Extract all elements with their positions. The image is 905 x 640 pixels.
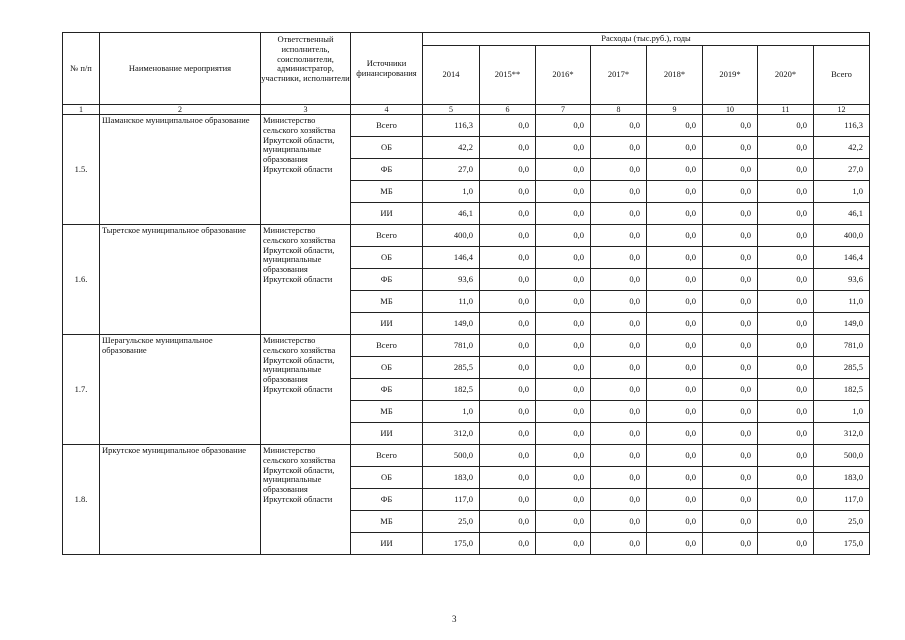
column-numbers-row <box>63 105 870 115</box>
expense-value: 0,0 <box>536 203 591 225</box>
expense-value: 0,0 <box>703 533 758 555</box>
column-number: 12 <box>814 105 870 115</box>
expense-value: 0,0 <box>591 401 647 423</box>
expense-value: 500,0 <box>423 445 480 467</box>
header-year: 2020* <box>758 46 814 105</box>
expense-value: 0,0 <box>480 159 536 181</box>
expense-value: 0,0 <box>758 313 814 335</box>
table-body <box>63 115 870 555</box>
expense-value: 0,0 <box>647 467 703 489</box>
expense-value: 0,0 <box>591 467 647 489</box>
expense-value: 0,0 <box>758 357 814 379</box>
expense-value: 0,0 <box>536 511 591 533</box>
header-year: Всего <box>814 46 870 105</box>
expense-value: 0,0 <box>536 489 591 511</box>
funding-source: ИИ <box>351 203 423 225</box>
table-header <box>63 33 870 115</box>
expense-value: 0,0 <box>536 247 591 269</box>
expense-value: 0,0 <box>536 159 591 181</box>
expense-value: 0,0 <box>480 225 536 247</box>
expense-value: 93,6 <box>423 269 480 291</box>
header-year: 2016* <box>536 46 591 105</box>
expense-value: 0,0 <box>591 269 647 291</box>
expense-value: 0,0 <box>536 137 591 159</box>
expense-value: 0,0 <box>647 269 703 291</box>
column-number: 7 <box>536 105 591 115</box>
expense-value: 27,0 <box>814 159 870 181</box>
expense-value: 0,0 <box>591 533 647 555</box>
expense-value: 116,3 <box>423 115 480 137</box>
group-number: 1.8. <box>63 445 100 555</box>
expense-value: 0,0 <box>480 445 536 467</box>
expense-value: 0,0 <box>536 423 591 445</box>
expense-value: 0,0 <box>591 291 647 313</box>
expense-value: 0,0 <box>647 357 703 379</box>
expense-value: 175,0 <box>814 533 870 555</box>
expense-value: 0,0 <box>758 335 814 357</box>
expense-value: 0,0 <box>703 379 758 401</box>
group-name: Шерагульское муниципальное образование <box>100 335 261 445</box>
column-number: 10 <box>703 105 758 115</box>
funding-source: ОБ <box>351 137 423 159</box>
expense-value: 0,0 <box>703 247 758 269</box>
funding-source: МБ <box>351 181 423 203</box>
column-number: 6 <box>480 105 536 115</box>
expense-value: 46,1 <box>423 203 480 225</box>
funding-source: ФБ <box>351 159 423 181</box>
expense-value: 0,0 <box>703 511 758 533</box>
column-number: 5 <box>423 105 480 115</box>
expense-value: 0,0 <box>758 423 814 445</box>
expense-value: 0,0 <box>536 269 591 291</box>
expense-value: 781,0 <box>814 335 870 357</box>
expense-value: 0,0 <box>480 511 536 533</box>
expense-value: 285,5 <box>423 357 480 379</box>
expense-value: 0,0 <box>591 203 647 225</box>
expense-value: 0,0 <box>480 335 536 357</box>
expense-value: 0,0 <box>536 335 591 357</box>
expense-value: 0,0 <box>703 225 758 247</box>
header-year: 2017* <box>591 46 647 105</box>
expense-value: 0,0 <box>536 291 591 313</box>
page-number: 3 <box>452 614 457 624</box>
expense-value: 0,0 <box>480 181 536 203</box>
funding-source: ОБ <box>351 247 423 269</box>
expense-value: 1,0 <box>423 181 480 203</box>
expense-value: 0,0 <box>591 115 647 137</box>
column-number: 9 <box>647 105 703 115</box>
expense-value: 0,0 <box>647 291 703 313</box>
expense-value: 25,0 <box>814 511 870 533</box>
header-year: 2018* <box>647 46 703 105</box>
expense-value: 0,0 <box>480 533 536 555</box>
expense-value: 0,0 <box>480 379 536 401</box>
expense-value: 0,0 <box>703 291 758 313</box>
group-executor: Министерство сельского хозяйства Иркутской области, муниципальные образования Иркутской области <box>261 335 351 445</box>
expense-value: 0,0 <box>703 467 758 489</box>
funding-source: ИИ <box>351 423 423 445</box>
expense-value: 0,0 <box>758 445 814 467</box>
funding-source: Всего <box>351 115 423 137</box>
expense-value: 0,0 <box>591 159 647 181</box>
expense-value: 400,0 <box>423 225 480 247</box>
expense-value: 0,0 <box>647 313 703 335</box>
header-source: Источники финансирования <box>351 33 423 105</box>
funding-source: МБ <box>351 511 423 533</box>
expense-value: 285,5 <box>814 357 870 379</box>
expense-value: 0,0 <box>536 225 591 247</box>
expense-value: 0,0 <box>758 225 814 247</box>
expense-value: 0,0 <box>647 445 703 467</box>
expense-value: 0,0 <box>758 511 814 533</box>
expense-value: 25,0 <box>423 511 480 533</box>
header-year: 2019* <box>703 46 758 105</box>
expense-value: 781,0 <box>423 335 480 357</box>
expense-value: 0,0 <box>647 247 703 269</box>
column-number: 8 <box>591 105 647 115</box>
expense-value: 0,0 <box>591 181 647 203</box>
group-number: 1.7. <box>63 335 100 445</box>
expense-value: 0,0 <box>591 489 647 511</box>
funding-source: Всего <box>351 225 423 247</box>
expense-value: 0,0 <box>703 115 758 137</box>
column-number: 1 <box>63 105 100 115</box>
expense-value: 0,0 <box>480 401 536 423</box>
table-row <box>63 335 870 357</box>
expense-value: 0,0 <box>536 379 591 401</box>
group-executor: Министерство сельского хозяйства Иркутской области, муниципальные образования Иркутской области <box>261 225 351 335</box>
expense-value: 146,4 <box>423 247 480 269</box>
expense-value: 149,0 <box>814 313 870 335</box>
expense-value: 0,0 <box>758 159 814 181</box>
funding-source: ФБ <box>351 489 423 511</box>
expense-value: 146,4 <box>814 247 870 269</box>
expense-value: 312,0 <box>814 423 870 445</box>
expense-value: 0,0 <box>703 313 758 335</box>
expense-value: 0,0 <box>758 379 814 401</box>
expense-value: 400,0 <box>814 225 870 247</box>
funding-source: МБ <box>351 401 423 423</box>
expense-value: 0,0 <box>591 137 647 159</box>
expense-value: 175,0 <box>423 533 480 555</box>
funding-source: ИИ <box>351 313 423 335</box>
header-executor: Ответственный исполнитель, соисполнители, администратор, участники, исполнители <box>261 33 351 105</box>
expense-value: 0,0 <box>647 489 703 511</box>
expense-value: 0,0 <box>536 533 591 555</box>
funding-source: ФБ <box>351 269 423 291</box>
expense-value: 0,0 <box>591 423 647 445</box>
expense-value: 0,0 <box>536 467 591 489</box>
expense-value: 116,3 <box>814 115 870 137</box>
expense-value: 182,5 <box>423 379 480 401</box>
expense-value: 0,0 <box>758 115 814 137</box>
expense-value: 0,0 <box>703 269 758 291</box>
expense-value: 149,0 <box>423 313 480 335</box>
expense-value: 0,0 <box>480 423 536 445</box>
expense-value: 0,0 <box>480 357 536 379</box>
group-executor: Министерство сельского хозяйства Иркутской области, муниципальные образования Иркутской области <box>261 115 351 225</box>
expense-value: 93,6 <box>814 269 870 291</box>
expense-value: 0,0 <box>703 357 758 379</box>
expense-value: 0,0 <box>591 357 647 379</box>
group-number: 1.5. <box>63 115 100 225</box>
expense-value: 183,0 <box>423 467 480 489</box>
expense-value: 182,5 <box>814 379 870 401</box>
expense-value: 0,0 <box>536 357 591 379</box>
expense-value: 0,0 <box>703 423 758 445</box>
funding-source: МБ <box>351 291 423 313</box>
expense-value: 0,0 <box>703 203 758 225</box>
expense-value: 0,0 <box>758 467 814 489</box>
funding-source: ОБ <box>351 357 423 379</box>
funding-source: ИИ <box>351 533 423 555</box>
expense-value: 500,0 <box>814 445 870 467</box>
expense-value: 0,0 <box>591 335 647 357</box>
expense-value: 11,0 <box>814 291 870 313</box>
expense-value: 0,0 <box>647 379 703 401</box>
expense-value: 0,0 <box>647 533 703 555</box>
column-number: 2 <box>100 105 261 115</box>
header-num: № п/п <box>63 33 100 105</box>
expense-value: 312,0 <box>423 423 480 445</box>
expense-value: 0,0 <box>536 445 591 467</box>
table-row <box>63 225 870 247</box>
group-executor: Министерство сельского хозяйства Иркутской области, муниципальные образования Иркутской области <box>261 445 351 555</box>
expense-value: 0,0 <box>591 445 647 467</box>
column-number: 4 <box>351 105 423 115</box>
expense-value: 0,0 <box>758 247 814 269</box>
expense-value: 42,2 <box>423 137 480 159</box>
expense-value: 0,0 <box>758 203 814 225</box>
expense-value: 0,0 <box>703 401 758 423</box>
expense-value: 0,0 <box>591 247 647 269</box>
table-row <box>63 115 870 137</box>
expense-value: 0,0 <box>591 511 647 533</box>
column-number: 3 <box>261 105 351 115</box>
expense-value: 1,0 <box>423 401 480 423</box>
funding-source: Всего <box>351 445 423 467</box>
expense-value: 1,0 <box>814 181 870 203</box>
expense-value: 117,0 <box>423 489 480 511</box>
expense-value: 0,0 <box>647 181 703 203</box>
expense-value: 0,0 <box>480 247 536 269</box>
expense-value: 0,0 <box>536 181 591 203</box>
table-row <box>63 445 870 467</box>
expense-value: 0,0 <box>647 115 703 137</box>
header-expenses: Расходы (тыс.руб.), годы <box>423 33 870 46</box>
expense-value: 0,0 <box>480 313 536 335</box>
expense-value: 27,0 <box>423 159 480 181</box>
funding-source: Всего <box>351 335 423 357</box>
expense-value: 0,0 <box>758 291 814 313</box>
expense-value: 0,0 <box>703 489 758 511</box>
expense-value: 1,0 <box>814 401 870 423</box>
expense-value: 0,0 <box>480 291 536 313</box>
funding-source: ФБ <box>351 379 423 401</box>
expense-value: 183,0 <box>814 467 870 489</box>
expense-value: 117,0 <box>814 489 870 511</box>
group-number: 1.6. <box>63 225 100 335</box>
funding-source: ОБ <box>351 467 423 489</box>
expense-value: 0,0 <box>647 159 703 181</box>
expense-value: 0,0 <box>703 445 758 467</box>
expense-value: 0,0 <box>591 313 647 335</box>
group-name: Тыретское муниципальное образование <box>100 225 261 335</box>
expense-value: 0,0 <box>647 225 703 247</box>
expense-value: 0,0 <box>758 489 814 511</box>
expense-value: 11,0 <box>423 291 480 313</box>
expense-value: 0,0 <box>480 489 536 511</box>
group-name: Шаманское муниципальное образование <box>100 115 261 225</box>
expense-value: 46,1 <box>814 203 870 225</box>
expense-value: 0,0 <box>703 181 758 203</box>
expense-value: 0,0 <box>758 137 814 159</box>
expense-value: 0,0 <box>647 401 703 423</box>
group-name: Иркутское муниципальное образование <box>100 445 261 555</box>
expense-value: 42,2 <box>814 137 870 159</box>
expense-value: 0,0 <box>647 511 703 533</box>
expense-value: 0,0 <box>480 269 536 291</box>
expense-value: 0,0 <box>647 137 703 159</box>
expense-value: 0,0 <box>591 225 647 247</box>
expense-value: 0,0 <box>647 203 703 225</box>
expense-value: 0,0 <box>647 423 703 445</box>
expense-value: 0,0 <box>536 401 591 423</box>
expense-value: 0,0 <box>480 115 536 137</box>
expense-value: 0,0 <box>758 181 814 203</box>
expense-value: 0,0 <box>647 335 703 357</box>
expense-value: 0,0 <box>536 313 591 335</box>
header-year: 2014 <box>423 46 480 105</box>
header-year: 2015** <box>480 46 536 105</box>
expense-value: 0,0 <box>536 115 591 137</box>
expense-value: 0,0 <box>758 533 814 555</box>
expense-value: 0,0 <box>703 335 758 357</box>
expense-value: 0,0 <box>480 203 536 225</box>
expense-value: 0,0 <box>703 137 758 159</box>
expense-value: 0,0 <box>591 379 647 401</box>
expense-value: 0,0 <box>703 159 758 181</box>
expense-value: 0,0 <box>758 269 814 291</box>
column-number: 11 <box>758 105 814 115</box>
expense-value: 0,0 <box>480 137 536 159</box>
expense-value: 0,0 <box>758 401 814 423</box>
budget-table <box>62 32 870 555</box>
header-name: Наименование мероприятия <box>100 33 261 105</box>
expense-value: 0,0 <box>480 467 536 489</box>
